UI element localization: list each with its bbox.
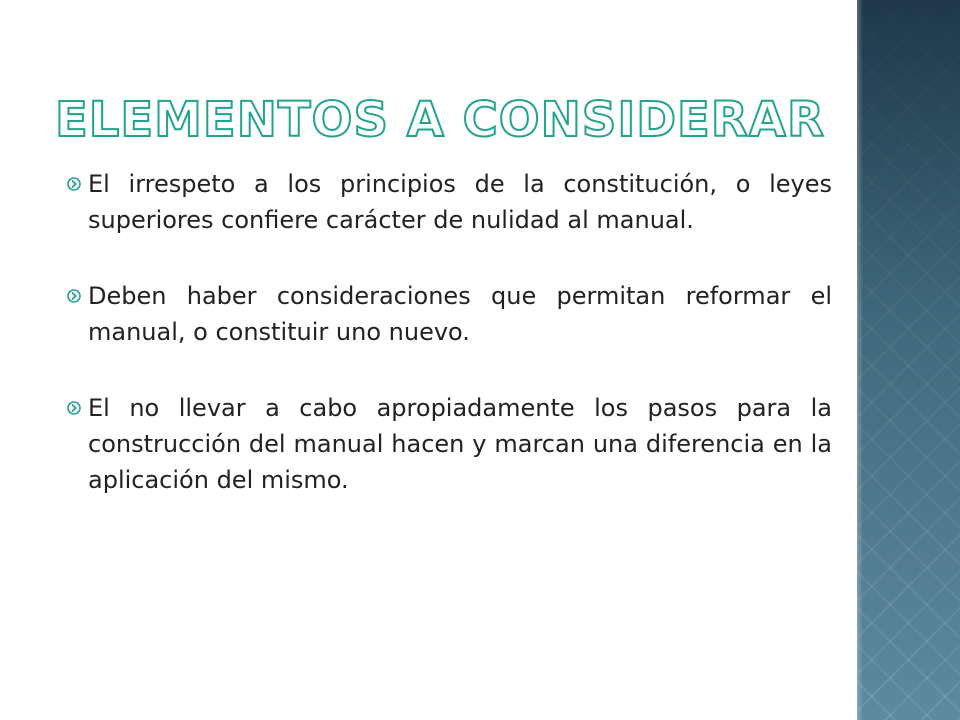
decorative-side-panel bbox=[857, 0, 960, 720]
circle-arrow-icon bbox=[67, 177, 81, 191]
slide-title: ELEMENTOS A CONSIDERAR bbox=[55, 92, 825, 148]
bullet-item bbox=[70, 390, 832, 498]
circle-arrow-icon bbox=[67, 401, 81, 415]
bullet-text: Deben haber consideraciones que permitan reformar el manual, o constituir uno nuevo. bbox=[88, 282, 832, 346]
bullet-text: El irrespeto a los principios de la constitución, o leyes superiores confiere carácter de nulidad al manual. bbox=[88, 170, 832, 234]
bullet-list bbox=[70, 166, 832, 538]
bullet-text: El no llevar a cabo apropiadamente los pasos para la construcción del manual hacen y marcan una diferencia en la aplicación del mismo. bbox=[88, 394, 832, 494]
bullet-item bbox=[70, 278, 832, 350]
circle-arrow-icon bbox=[67, 289, 81, 303]
bullet-item bbox=[70, 166, 832, 238]
